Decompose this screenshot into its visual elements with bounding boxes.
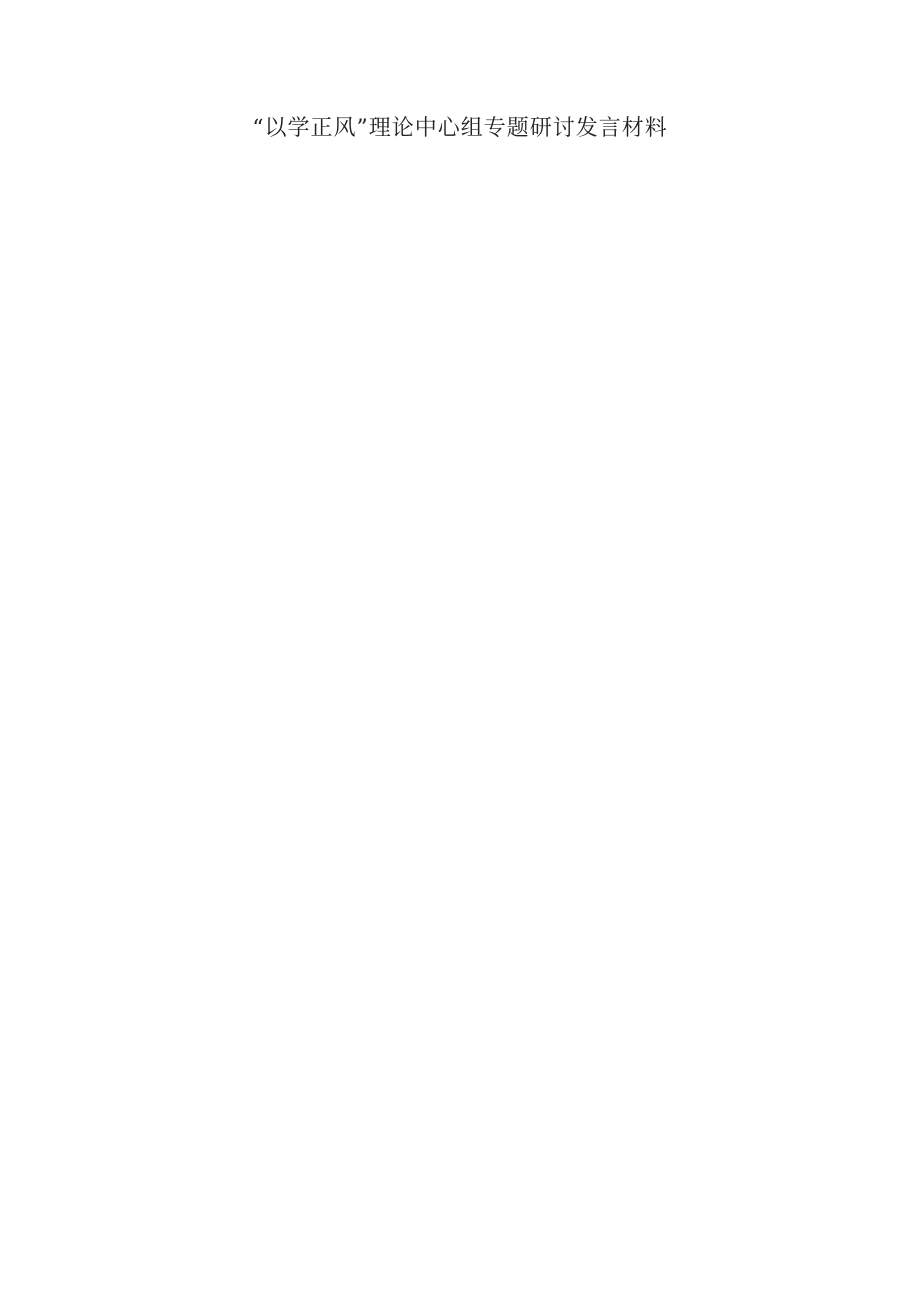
document-title: “以学正风”理论中心组专题研讨发言材料 bbox=[252, 116, 668, 141]
